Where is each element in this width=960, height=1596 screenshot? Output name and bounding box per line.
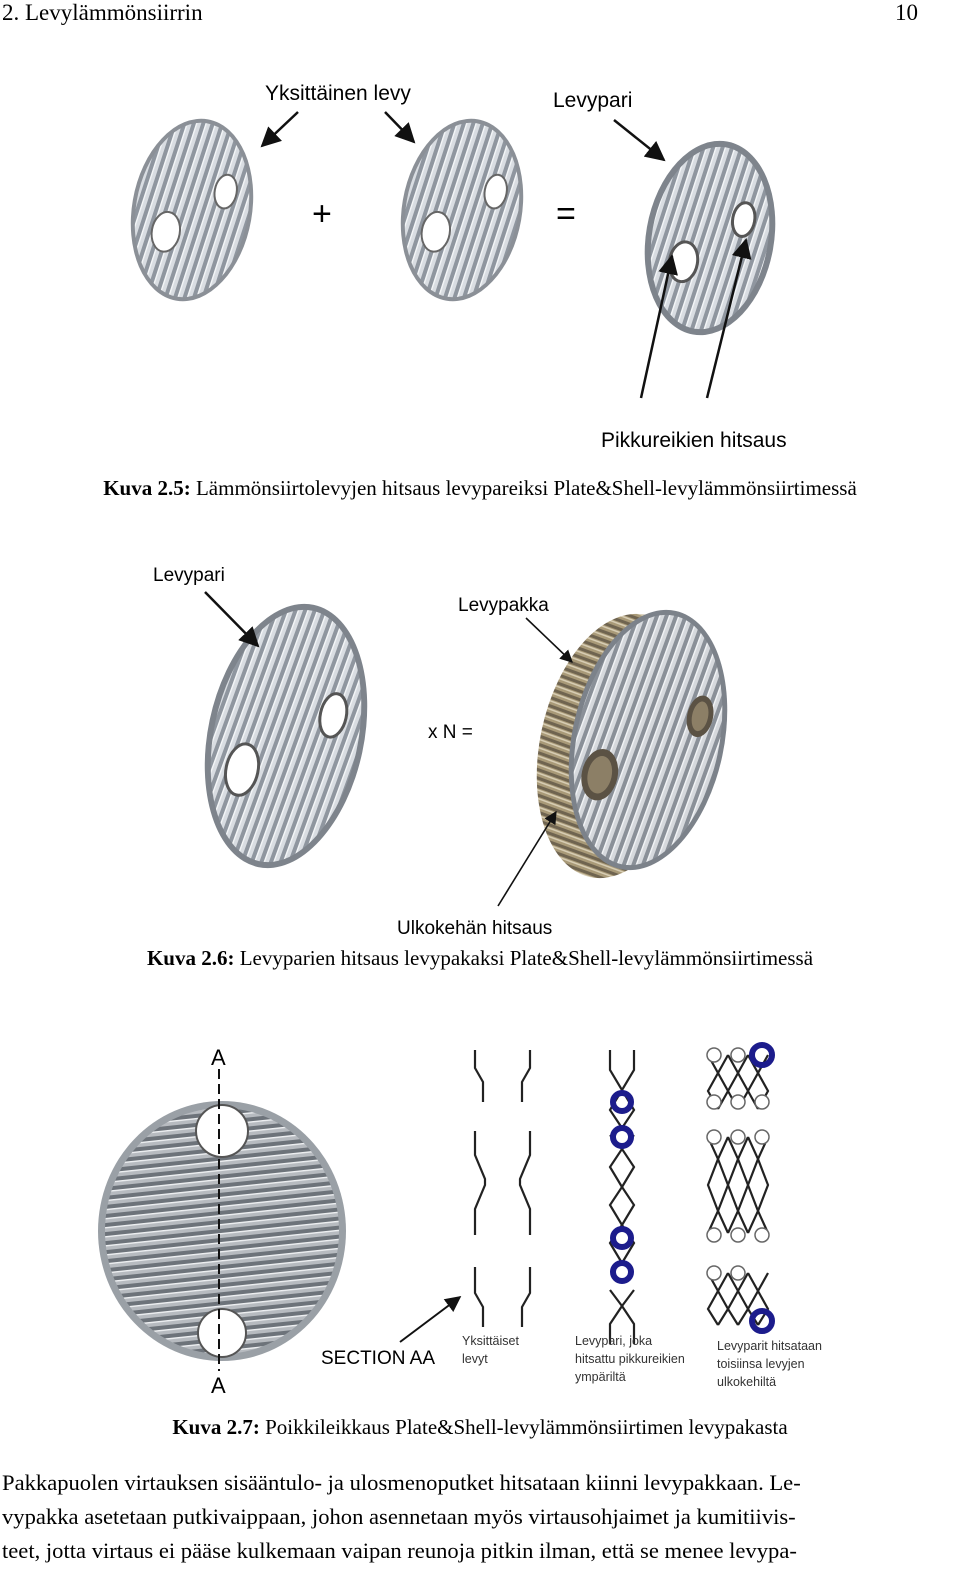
caption-prefix: Kuva 2.5:: [103, 476, 191, 500]
label-outer-edge-weld: Ulkokehän hitsaus: [397, 918, 553, 939]
body-paragraph: [2, 1466, 942, 1568]
equals-sign: =: [556, 195, 576, 233]
arrow-single-plate-2: [385, 112, 414, 142]
body-line-3: teet, jotta virtaus ei pääse kulkemaan vaipan reunoja pitkin ilman, että se menee levypa-: [2, 1538, 797, 1563]
figure-cross-section: [0, 1035, 960, 1395]
caption-text: Levyparien hitsaus levypakaksi Plate&Shell-levylämmönsiirtimessä: [234, 946, 814, 970]
figure-pair-stacking: [0, 550, 960, 945]
multiply-sign: x N =: [428, 722, 473, 743]
body-line-1: Pakkapuolen virtauksen sisääntulo- ja ulosmenoputket hitsataan kiinni levypakkaan. Le-: [2, 1470, 801, 1495]
arrow-outer-edge-weld: [498, 812, 556, 906]
label-plate-pair-2: Levypari: [153, 565, 225, 586]
round-plate: [98, 1101, 346, 1361]
caption-figure-2-7: [0, 1415, 960, 1440]
plate-pair-large: [182, 589, 390, 884]
single-plates-profile: [475, 1050, 530, 1327]
caption-text: Poikkileikkaus Plate&Shell-levylämmönsiirtimen levypakasta: [259, 1415, 788, 1439]
label-plate-pack: Levypakka: [458, 595, 549, 616]
single-plate-2: [387, 109, 537, 311]
caption-text: Lämmönsiirtolevyjen hitsaus levypareiksi Plate&Shell-levylämmönsiirtimessä: [190, 476, 857, 500]
section-mark-top: A: [211, 1045, 226, 1070]
arrow-plate-pair-2: [205, 592, 258, 646]
arrow-section: [400, 1297, 460, 1342]
section-mark-bottom: A: [211, 1373, 226, 1395]
label-welded-pack: Levyparit hitsataan toisiinsa levyjen ulkokehiltä: [717, 1339, 822, 1389]
label-small-hole-weld: Pikkureikien hitsaus: [601, 429, 787, 452]
port-top: [196, 1105, 248, 1157]
caption-figure-2-6: [0, 946, 960, 971]
figure-plate-welding: [0, 60, 960, 460]
port-bottom: [198, 1309, 246, 1357]
label-single-plate: Yksittäinen levy: [265, 82, 411, 105]
label-single-plates: Yksittäiset levyt: [462, 1334, 519, 1366]
caption-prefix: Kuva 2.7:: [172, 1415, 260, 1439]
page-header: [0, 0, 960, 28]
section-aa-label: SECTION AA: [321, 1348, 436, 1369]
arrow-single-plate-1: [262, 112, 298, 146]
arrow-plate-pack: [526, 618, 572, 662]
single-plate-1: [117, 109, 267, 311]
caption-figure-2-5: [0, 476, 960, 501]
label-welded-pair: Levypari, joka hitsattu pikkureikien ympäriltä: [575, 1334, 685, 1384]
label-plate-pair: Levypari: [553, 89, 633, 112]
weld-rings-pack: [752, 1045, 772, 1331]
page-number: 10: [895, 0, 918, 25]
plus-sign: +: [312, 195, 332, 233]
plate-pair: [630, 130, 790, 345]
caption-prefix: Kuva 2.6:: [146, 946, 235, 970]
arrow-plate-pair: [614, 120, 664, 160]
body-line-2: vypakka asetetaan putkivaippaan, johon asennetaan myös virtausohjaimet ja kumitiivis-: [2, 1504, 796, 1529]
chapter-title: 2. Levylämmönsiirrin: [2, 0, 203, 25]
